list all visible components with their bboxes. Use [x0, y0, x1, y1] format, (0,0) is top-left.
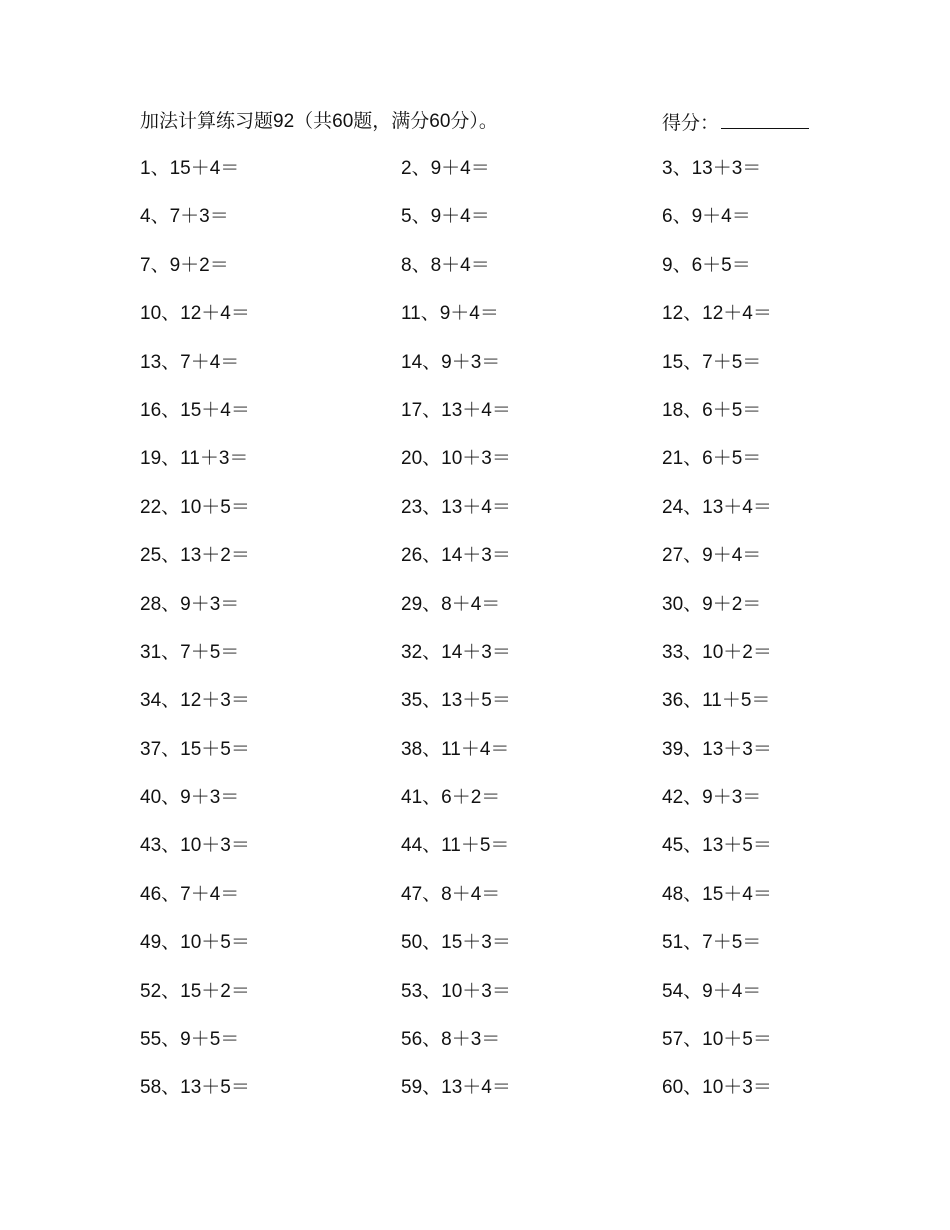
problem-item: 1、15＋4＝	[140, 158, 240, 179]
problem-item: 30、9＋2＝	[662, 593, 762, 615]
problem-item: 41、6＋2＝	[401, 787, 501, 809]
problem-item: 56、8＋3＝	[401, 1029, 501, 1051]
problem-item: 6、9＋4＝	[662, 206, 751, 228]
problem-item: 24、13＋4＝	[662, 496, 772, 518]
problem-item: 54、9＋4＝	[662, 980, 762, 1002]
problem-item: 55、9＋5＝	[140, 1029, 240, 1051]
problem-grid	[140, 155, 840, 1123]
problem-item: 45、13＋5＝	[662, 835, 772, 857]
problem-item: 40、9＋3＝	[140, 787, 240, 809]
problem-item: 9、6＋5＝	[662, 254, 751, 276]
problem-item: 60、10＋3＝	[662, 1077, 772, 1099]
problem-item: 13、7＋4＝	[140, 351, 240, 373]
problem-item: 57、10＋5＝	[662, 1029, 772, 1051]
problem-item: 28、9＋3＝	[140, 593, 240, 615]
problem-item: 15、7＋5＝	[662, 351, 762, 373]
problem-item: 46、7＋4＝	[140, 883, 240, 905]
problem-item: 26、14＋3＝	[401, 545, 511, 567]
worksheet-header	[140, 108, 820, 136]
problem-item: 43、10＋3＝	[140, 835, 250, 857]
problem-item: 18、6＋5＝	[662, 399, 762, 421]
problem-item: 32、14＋3＝	[401, 641, 511, 663]
score-field	[662, 108, 809, 138]
problem-item: 22、10＋5＝	[140, 496, 250, 518]
problem-item: 39、13＋3＝	[662, 738, 772, 760]
problem-item: 4、7＋3＝	[140, 206, 229, 228]
problem-item: 17、13＋4＝	[401, 399, 511, 421]
problem-item: 20、10＋3＝	[401, 448, 511, 470]
problem-item: 21、6＋5＝	[662, 448, 762, 470]
problem-item: 51、7＋5＝	[662, 932, 762, 954]
problem-item: 16、15＋4＝	[140, 399, 250, 421]
worksheet-title: 加法计算练习题92（共60题，满分60分）。	[140, 111, 498, 132]
problem-item: 35、13＋5＝	[401, 690, 511, 712]
problem-item: 14、9＋3＝	[401, 351, 501, 373]
score-label: 得分：	[662, 113, 720, 134]
problem-item: 11、9＋4＝	[401, 303, 499, 325]
problem-item: 10、12＋4＝	[140, 303, 250, 325]
problem-item: 25、13＋2＝	[140, 545, 250, 567]
problem-item: 5、9＋4＝	[401, 206, 490, 228]
problem-item: 47、8＋4＝	[401, 883, 501, 905]
problem-item: 36、11＋5＝	[662, 690, 771, 712]
problem-item: 49、10＋5＝	[140, 932, 250, 954]
score-blank-line[interactable]	[721, 108, 809, 129]
problem-item: 2、9＋4＝	[401, 158, 490, 179]
problem-item: 48、15＋4＝	[662, 883, 772, 905]
problem-item: 29、8＋4＝	[401, 593, 501, 615]
problem-item: 37、15＋5＝	[140, 738, 250, 760]
problem-item: 33、10＋2＝	[662, 641, 772, 663]
problem-item: 27、9＋4＝	[662, 545, 762, 567]
problem-item: 50、15＋3＝	[401, 932, 511, 954]
problem-item: 19、11＋3＝	[140, 448, 249, 470]
problem-item: 8、8＋4＝	[401, 254, 490, 276]
problem-item: 38、11＋4＝	[401, 738, 510, 760]
problem-item: 7、9＋2＝	[140, 254, 229, 276]
problem-item: 58、13＋5＝	[140, 1077, 250, 1099]
problem-item: 34、12＋3＝	[140, 690, 250, 712]
problem-item: 52、15＋2＝	[140, 980, 250, 1002]
problem-item: 59、13＋4＝	[401, 1077, 511, 1099]
problem-item: 3、13＋3＝	[662, 158, 762, 179]
problem-item: 23、13＋4＝	[401, 496, 511, 518]
problem-item: 53、10＋3＝	[401, 980, 511, 1002]
problem-item: 31、7＋5＝	[140, 641, 240, 663]
problem-item: 44、11＋5＝	[401, 835, 510, 857]
problem-item: 12、12＋4＝	[662, 303, 772, 325]
problem-item: 42、9＋3＝	[662, 787, 762, 809]
